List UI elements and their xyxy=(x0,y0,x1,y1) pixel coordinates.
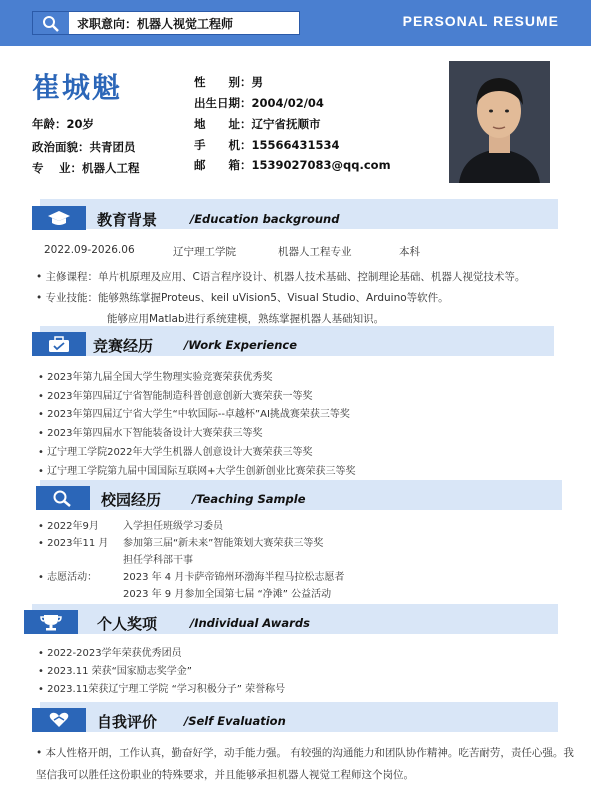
heart-hands-icon xyxy=(32,708,86,732)
major: 专 业：机器人工程 xyxy=(32,161,140,175)
section-subtitle-campus: /Teaching Sample xyxy=(192,492,306,506)
job-intent-text: 求职意向：机器人视觉工程师 xyxy=(77,17,234,31)
top-banner xyxy=(0,0,591,46)
award-item: • 2023.11荣获辽宁理工学院 “学习积极分子” 荣誉称号 xyxy=(38,684,286,695)
birth-date: 出生日期：2004/02/04 xyxy=(194,96,324,110)
section-title-awards: 个人奖项 xyxy=(97,615,158,633)
award-item: • 2022-2023学年荣获优秀团员 xyxy=(38,648,182,659)
political-status: 政治面貌：共青团员 xyxy=(32,140,136,154)
self-eval-text: • 本人性格开朗，工作认真，勤奋好学，动手能力强。 有较强的沟通能力和团队协作精神。吃苦耐劳，责任心强。我坚信我可以胜任这份职业的特殊要求，并且能够承担机器人视觉工程师这个岗位。 xyxy=(36,747,574,781)
campus-text: 2023 年 4 月卡萨帝锦州环渤海半程马拉松志愿者 xyxy=(123,572,345,583)
competition-item: • 2023年第九届全国大学生物理实验竞赛荣获优秀奖 xyxy=(38,372,273,383)
section-title-education: 教育背景 xyxy=(97,211,158,229)
education-school: 辽宁理工学院 xyxy=(173,246,236,258)
education-period: 2022.09-2026.06 xyxy=(44,244,135,256)
section-subtitle-education: /Education background xyxy=(190,212,340,226)
section-title-campus: 校园经历 xyxy=(101,491,162,509)
section-subtitle-self-eval: /Self Evaluation xyxy=(184,714,286,728)
competition-item: • 2023年第四届水下智能装备设计大赛荣获三等奖 xyxy=(38,428,263,439)
briefcase-icon xyxy=(32,332,86,356)
campus-text: 担任学科部干事 xyxy=(123,555,193,566)
award-item: • 2023.11 荣获“国家励志奖学金” xyxy=(38,666,192,677)
competition-item: • 辽宁理工学院第九届中国国际互联网+大学生创新创业比赛荣获三等奖 xyxy=(38,466,356,477)
email: 邮 箱：1539027083@qq.com xyxy=(194,158,391,172)
competition-item: • 2023年第四届辽宁省大学生“中软国际--卓越杯”AI挑战赛荣获三等奖 xyxy=(38,409,350,420)
education-skills-continued: 能够应用Matlab进行系统建模，熟练掌握机器人基础知识。 xyxy=(107,313,385,325)
campus-label: • 志愿活动： xyxy=(38,572,98,583)
section-subtitle-awards: /Individual Awards xyxy=(190,616,310,630)
education-degree: 本科 xyxy=(399,246,420,258)
competition-item: • 2023年第四届辽宁省智能制造科普创意创新大赛荣获一等奖 xyxy=(38,391,313,402)
address: 地 址：辽宁省抚顺市 xyxy=(194,117,321,131)
phone: 手 机：15566431534 xyxy=(194,138,340,152)
campus-text: 入学担任班级学习委员 xyxy=(123,521,223,532)
campus-text: 参加第三届“新未来”智能策划大赛荣获三等奖 xyxy=(123,538,324,549)
person-name: 崔城魁 xyxy=(32,71,123,104)
campus-label: • 2022年9月 xyxy=(38,521,99,532)
resume-title: PERSONAL RESUME xyxy=(402,13,559,29)
campus-text: 2023 年 9 月参加全国第七届 “净滩” 公益活动 xyxy=(123,589,332,600)
graduation-cap-icon xyxy=(32,206,86,230)
search-icon xyxy=(33,12,69,34)
campus-label: • 2023年11 月 xyxy=(38,538,109,549)
profile-photo xyxy=(449,61,550,183)
trophy-icon xyxy=(24,610,78,634)
section-title-competition: 竞赛经历 xyxy=(93,337,154,355)
section-title-self-eval: 自我评价 xyxy=(97,713,158,731)
gender: 性 别：男 xyxy=(194,75,263,89)
section-subtitle-competition: /Work Experience xyxy=(184,338,298,352)
magnifier-icon xyxy=(36,486,90,510)
education-skills: • 专业技能：能够熟练掌握Proteus、keil uVision5、Visual Studio、Arduino等软件。 xyxy=(36,292,449,304)
job-intent-box xyxy=(32,11,300,35)
competition-item: • 辽宁理工学院2022年大学生机器人创意设计大赛荣获三等奖 xyxy=(38,447,313,458)
education-major: 机器人工程专业 xyxy=(278,246,352,258)
age: 年龄：20岁 xyxy=(32,117,95,131)
education-courses: • 主修课程：单片机原理及应用、C语言程序设计、机器人技术基础、控制理论基础、机器人视觉技术等。 xyxy=(36,271,526,283)
